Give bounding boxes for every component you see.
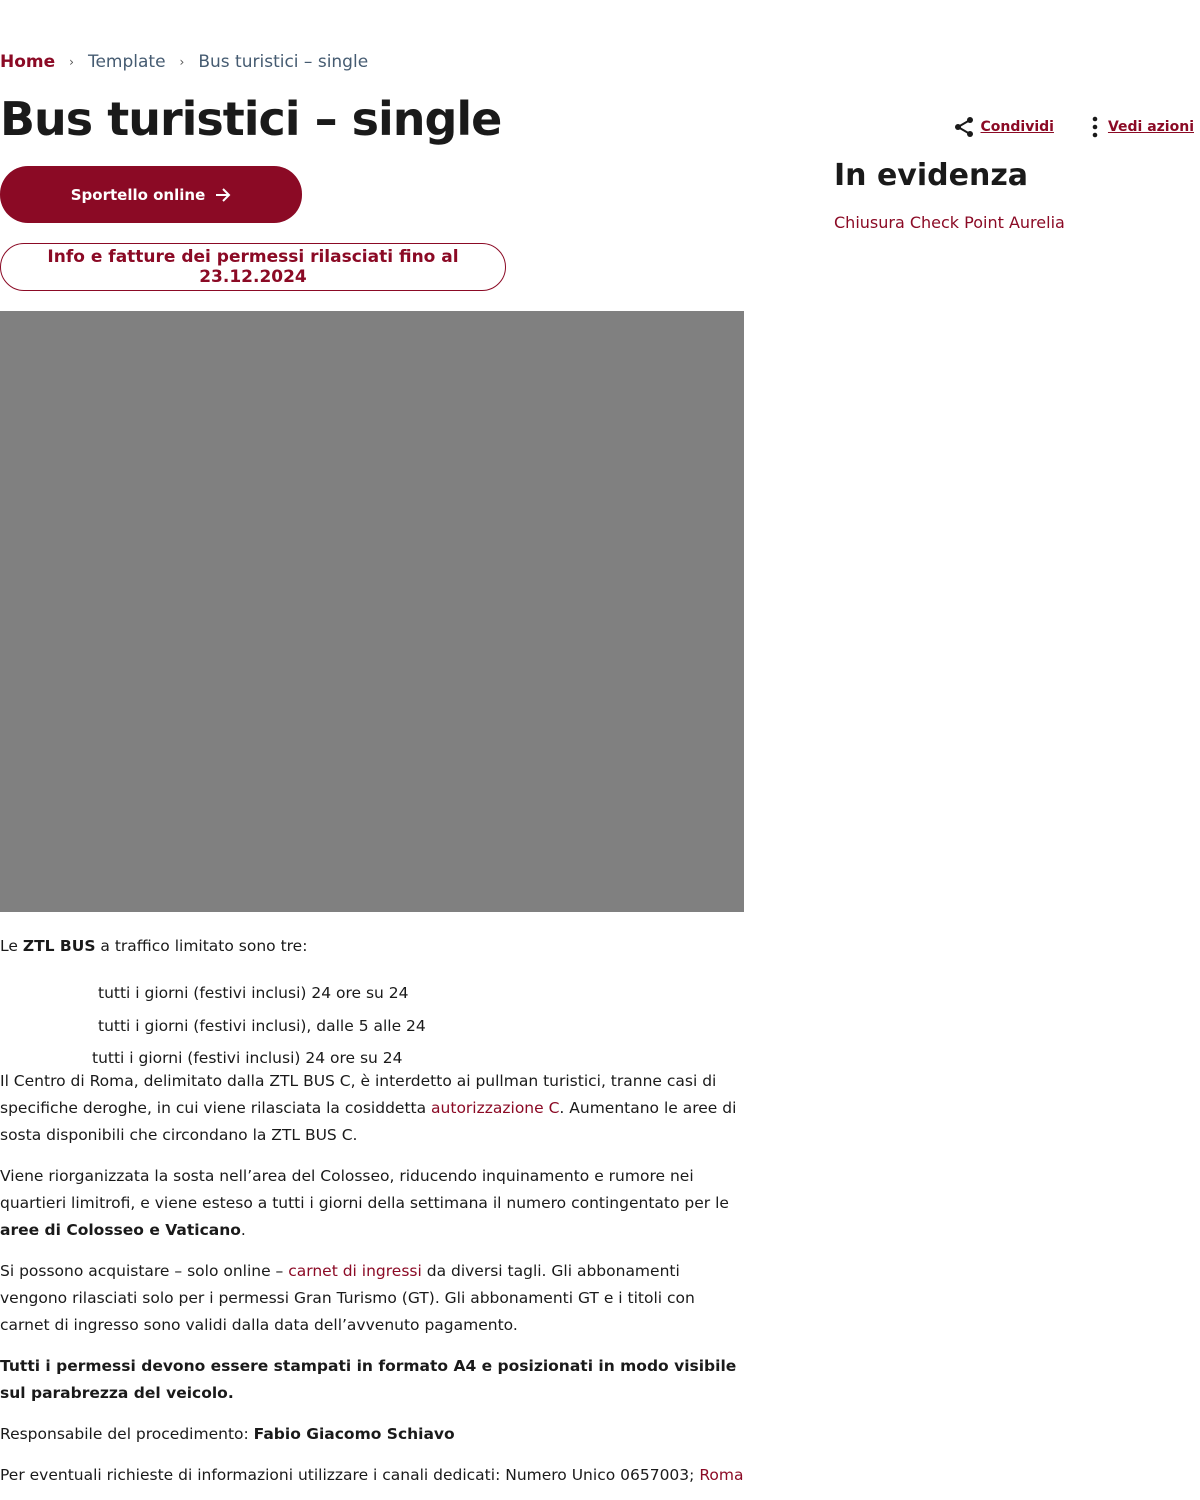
info-fatture-button[interactable]: Info e fatture dei permessi rilasciati fino al 23.12.2024 [0, 243, 506, 291]
breadcrumb-template-link[interactable]: Template [87, 52, 166, 72]
sidebar-in-evidenza [834, 158, 1194, 232]
carnet-ingressi-link[interactable]: carnet di ingressi [288, 1262, 422, 1280]
breadcrumb-current: Bus turistici – single [198, 52, 369, 72]
arrow-right-icon [215, 188, 231, 202]
list-item: tutti i giorni (festivi inclusi), dalle 5 alle 24 [98, 1017, 426, 1035]
roma-link[interactable]: Roma [699, 1466, 744, 1484]
share-label: Condividi [980, 119, 1054, 135]
share-icon [953, 116, 975, 138]
autorizzazione-c-link[interactable]: autorizzazione C [431, 1099, 560, 1117]
intro-paragraph: Le ZTL BUS a traffico limitato sono tre: [0, 937, 308, 955]
breadcrumb-separator: › [179, 55, 185, 69]
sportello-online-button[interactable] [0, 166, 302, 223]
more-vertical-icon [1088, 116, 1102, 138]
article-body [0, 933, 744, 1500]
breadcrumb [0, 52, 368, 72]
breadcrumb-home-link[interactable]: Home [0, 52, 56, 72]
share-button[interactable] [953, 116, 1054, 138]
hero-image-placeholder [0, 311, 744, 912]
list-item: tutti i giorni (festivi inclusi) 24 ore su 24 [92, 1049, 403, 1067]
more-actions-label: Vedi azioni [1107, 119, 1194, 135]
breadcrumb-separator: › [69, 55, 74, 69]
page-actions [953, 116, 1194, 138]
paragraph-carnet: Si possono acquistare – solo online – carnet di ingressi da diversi tagli. Gli abbonamenti vengono rilasciati solo per i permessi Gran Turismo (GT). Gli abbonamenti GT e i titoli con carnet di ingresso sono validi dalla data dell’avvenuto pagamento. [0, 1262, 695, 1334]
page-title: Bus turistici – single [0, 92, 502, 146]
paragraph-permessi: Tutti i permessi devono essere stampati in formato A4 e posizionati in modo visibile sul parabrezza del veicolo. [0, 1357, 737, 1402]
paragraph-responsabile: Responsabile del procedimento: Fabio Giacomo Schiavo [0, 1425, 455, 1443]
paragraph-colosseo: Viene riorganizzata la sosta nell’area del Colosseo, riducendo inquinamento e rumore nei quartieri limitrofi, e viene esteso a tutti i giorni della settimana il numero contingentato per le aree di Colosseo e Vaticano. [0, 1167, 729, 1239]
sidebar-link-check-point[interactable]: Chiusura Check Point Aurelia [834, 213, 1065, 232]
sportello-online-label: Sportello online [70, 185, 206, 204]
paragraph-informazioni: Per eventuali richieste di informazioni utilizzare i canali dedicati: Numero Unico 0657003; Roma [0, 1466, 744, 1484]
paragraph-centro: Il Centro di Roma, delimitato dalla ZTL BUS C, è interdetto ai pullman turistici, tranne casi di specifiche deroghe, in cui viene rilasciata la cosiddetta autorizzazione C. Aumentano le aree di sosta disponibili che circondano la ZTL BUS C. [0, 1072, 737, 1144]
list-item: tutti i giorni (festivi inclusi) 24 ore su 24 [98, 984, 409, 1002]
sidebar-heading: In evidenza [834, 158, 1029, 193]
more-actions-button[interactable] [1088, 116, 1194, 138]
